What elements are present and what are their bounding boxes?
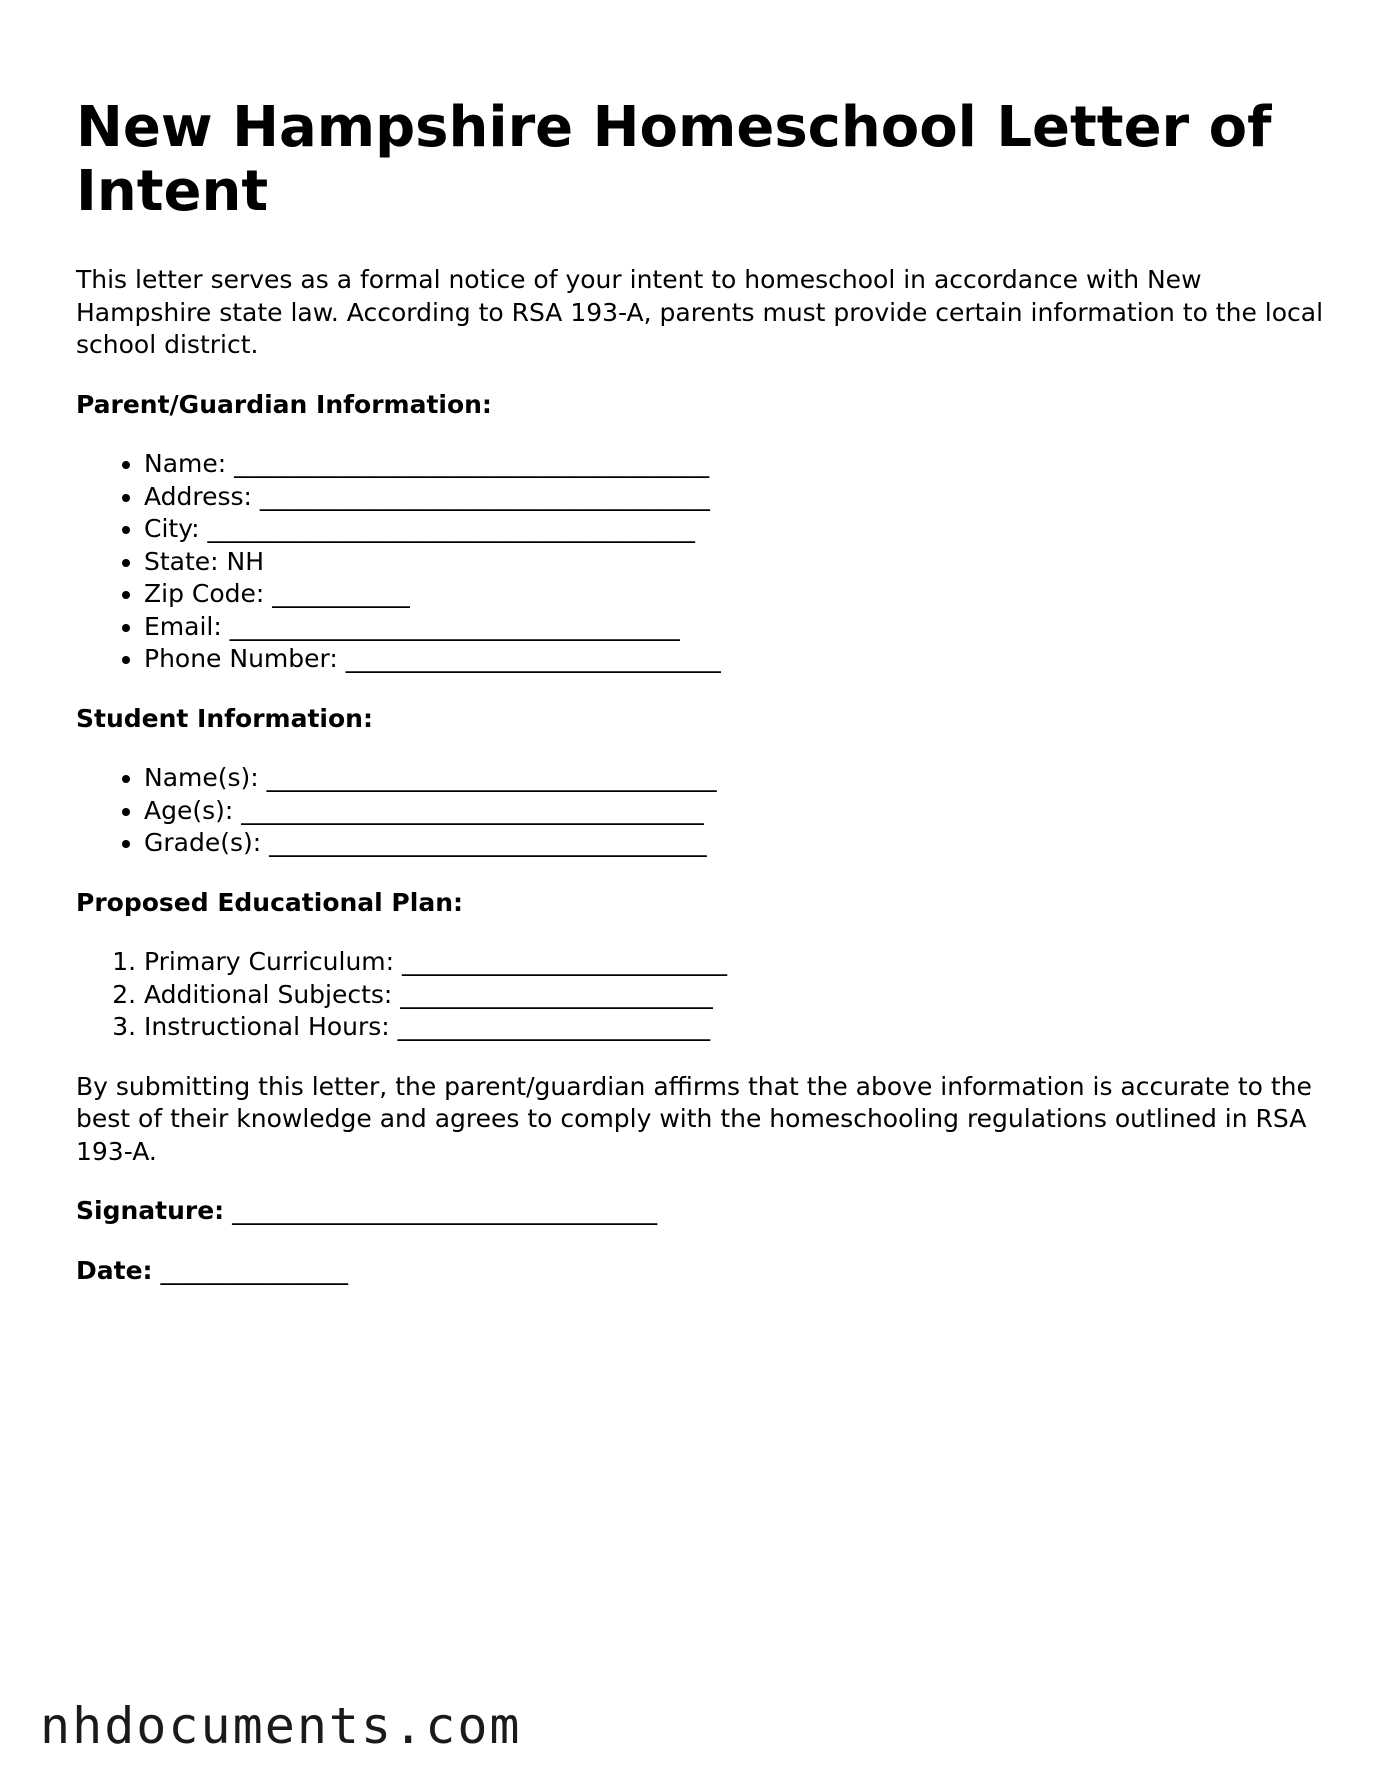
primary-curriculum-field: 1. Primary Curriculum: __________________________ — [144, 946, 1326, 979]
student-grades-field: • Grade(s): ___________________________________ — [144, 827, 1326, 860]
date-label: Date: — [76, 1255, 153, 1285]
intro-paragraph: This letter serves as a formal notice of your intent to homeschool in accordance with New Hampshire state law. According to RSA 193-A, parents must provide certain information to the local school district. — [76, 265, 1324, 359]
parent-phone-field: • Phone Number: ______________________________ — [144, 643, 1326, 676]
signature-blank: __________________________________ — [232, 1196, 658, 1225]
signature-label: Signature: — [76, 1196, 225, 1225]
student-ages-field: • Age(s): _____________________________________ — [144, 795, 1326, 828]
signature-line — [76, 1195, 1326, 1228]
parent-city-field: • City: _______________________________________ — [144, 513, 1326, 546]
document-page — [76, 96, 1326, 1314]
student-section-heading: Student Information: — [76, 703, 373, 733]
parent-email-field: • Email: ____________________________________ — [144, 611, 1326, 644]
date-blank: _______________ — [160, 1255, 348, 1285]
additional-subjects-field: 2. Additional Subjects: _________________________ — [144, 979, 1326, 1012]
plan-section-heading: Proposed Educational Plan: — [76, 887, 463, 917]
parent-name-field: • Name: ______________________________________ — [144, 448, 1326, 481]
site-watermark: nhdocuments.com — [40, 1697, 522, 1755]
parent-info-list — [76, 448, 1326, 676]
student-info-list — [76, 762, 1326, 860]
parent-zip-field: • Zip Code: ___________ — [144, 578, 1326, 611]
date-line — [76, 1255, 1326, 1288]
student-names-field: • Name(s): ____________________________________ — [144, 762, 1326, 795]
plan-list — [76, 946, 1326, 1044]
parent-section-heading: Parent/Guardian Information: — [76, 389, 492, 419]
parent-address-field: • Address: ____________________________________ — [144, 481, 1326, 514]
document-title: New Hampshire Homeschool Letter of Intent — [76, 95, 1272, 224]
affirmation-paragraph: By submitting this letter, the parent/guardian affirms that the above information is accurate to the best of their knowledge and agrees to comply with the homeschooling regulations outlined in RSA 193-A. — [76, 1071, 1312, 1166]
parent-state-field: • State: NH — [144, 546, 1326, 579]
instructional-hours-field: 3. Instructional Hours: _________________________ — [144, 1011, 1326, 1044]
